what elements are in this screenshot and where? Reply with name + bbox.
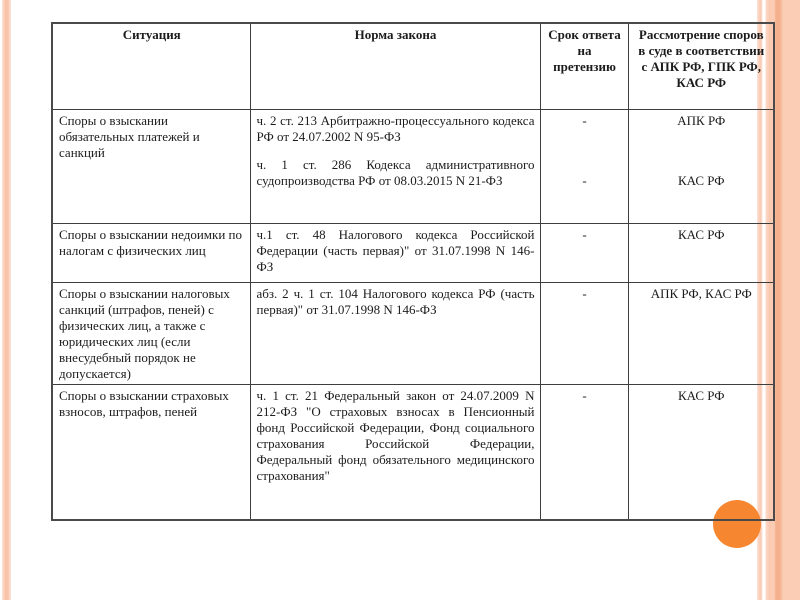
deadline-dash: - — [582, 172, 587, 188]
court-code: АПК РФ — [677, 112, 726, 128]
header-claim-deadline: Срок ответа на претензию — [540, 23, 628, 109]
cell-law-norm: ч.1 ст. 48 Налогового кодекса Российской Федерации (часть первая)" от 31.07.1998 N 146-ФЗ — [250, 223, 540, 282]
norm-text: ч. 1 ст. 286 Кодекса административного судопроизводства РФ от 08.03.2015 N 21-ФЗ — [256, 156, 535, 188]
cell-law-norm: ч. 1 ст. 21 Федеральный закон от 24.07.2009 N 212-ФЗ "О страховых взносах в Пенсионный фонд Российской Федерации, Фонд социального страхования Российской Федерации, Федеральный фонд обязательного медицинского страхования" — [250, 384, 540, 520]
disputes-table — [51, 22, 775, 521]
table-row — [52, 282, 774, 384]
header-situation: Ситуация — [52, 23, 250, 109]
cell-law-norm: абз. 2 ч. 1 ст. 104 Налогового кодекса РФ (часть первая)" от 31.07.1998 N 146-ФЗ — [250, 282, 540, 384]
cell-court: АПК РФ, КАС РФ — [628, 282, 774, 384]
left-accent-stripe — [2, 0, 11, 600]
header-law-norm: Норма закона — [250, 23, 540, 109]
cell-claim-deadline: - — [540, 282, 628, 384]
cell-law-norm — [250, 109, 540, 223]
cell-situation: Споры о взыскании обязательных платежей и санкций — [52, 109, 250, 223]
cell-situation: Споры о взыскании налоговых санкций (штрафов, пеней) с физических лиц, а также с юридических лиц (если внесудебный порядок не допускается) — [52, 282, 250, 384]
cell-court: КАС РФ — [628, 384, 774, 520]
deadline-dash: - — [582, 112, 587, 128]
court-code: КАС РФ — [677, 172, 725, 188]
cell-situation: Споры о взыскании недоимки по налогам с физических лиц — [52, 223, 250, 282]
cell-claim-deadline: - — [540, 384, 628, 520]
table-row — [52, 109, 774, 223]
table-row — [52, 223, 774, 282]
cell-claim-deadline: - — [540, 223, 628, 282]
cell-situation: Споры о взыскании страховых взносов, штрафов, пеней — [52, 384, 250, 520]
cell-claim-deadline — [540, 109, 628, 223]
cell-court — [628, 109, 774, 223]
cell-court: КАС РФ — [628, 223, 774, 282]
table-row — [52, 384, 774, 520]
header-row — [52, 23, 774, 109]
norm-text: ч. 2 ст. 213 Арбитражно-процессуального кодекса РФ от 24.07.2002 N 95-ФЗ — [256, 112, 535, 144]
header-court-review: Рассмотрение споров в суде в соответствии с АПК РФ, ГПК РФ, КАС РФ — [628, 23, 774, 109]
